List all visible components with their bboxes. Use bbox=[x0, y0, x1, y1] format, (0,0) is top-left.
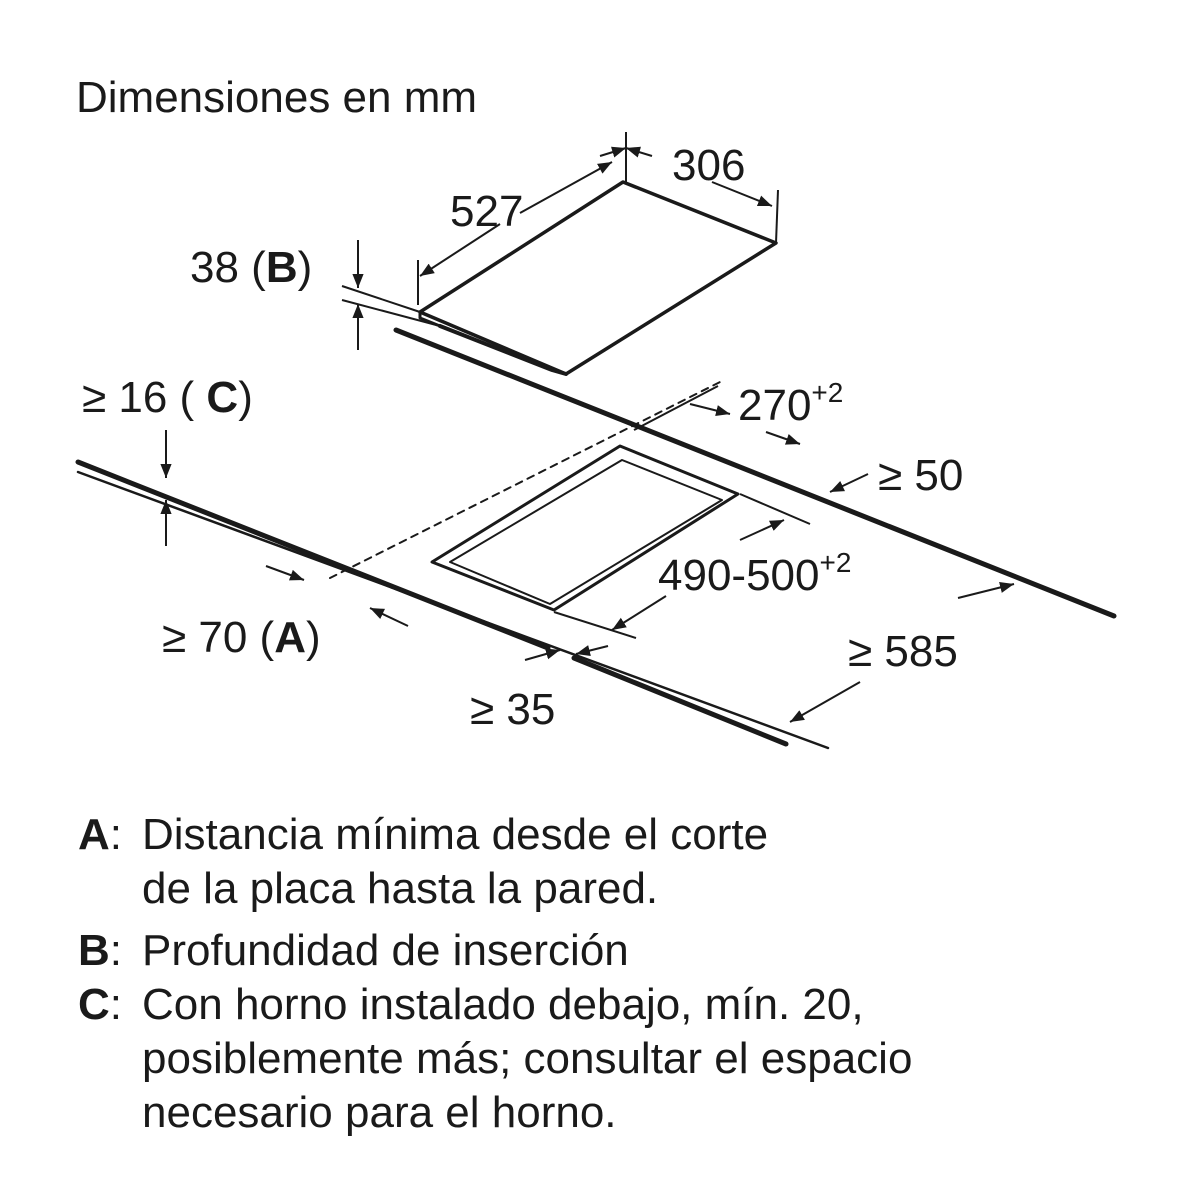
legend-key-c: C: bbox=[78, 980, 123, 1029]
legend-line: posiblemente más; consultar el espacio bbox=[142, 1034, 913, 1083]
worktop-thickness-key: C bbox=[206, 373, 239, 422]
side-distance-close: ) bbox=[305, 613, 321, 662]
cutout-depth-value: 490-500 bbox=[658, 551, 820, 600]
cutout-depth-label bbox=[658, 547, 851, 600]
legend-line: necesario para el horno. bbox=[142, 1088, 617, 1137]
hob-height-close: ) bbox=[297, 243, 313, 292]
cutout-width-value: 270 bbox=[738, 381, 812, 430]
cutout-depth-tolerance: +2 bbox=[819, 547, 852, 578]
hob-depth-label: 527 bbox=[450, 187, 524, 236]
back-distance-label: ≥ 50 bbox=[878, 451, 964, 500]
worktop-depth-label: ≥ 585 bbox=[848, 627, 958, 676]
hob-height-value: 38 ( bbox=[190, 243, 266, 292]
legend-line: Con horno instalado debajo, mín. 20, bbox=[142, 980, 864, 1029]
hob-height-key: B bbox=[265, 243, 298, 292]
legend-item-b bbox=[78, 924, 1178, 978]
legend-item-c bbox=[78, 978, 1178, 1140]
legend-item-a bbox=[78, 808, 1178, 916]
side-distance-value: ≥ 70 ( bbox=[162, 613, 275, 662]
hob-height-label bbox=[190, 243, 312, 292]
legend-line: Distancia mínima desde el corte bbox=[142, 810, 769, 859]
cutout-width-label bbox=[738, 377, 843, 430]
diagram-title: Dimensiones en mm bbox=[76, 73, 478, 122]
side-distance-key: A bbox=[274, 613, 306, 662]
legend-key-b: B: bbox=[78, 926, 123, 975]
worktop-thickness-value: ≥ 16 ( bbox=[82, 373, 207, 422]
legend-line: Profundidad de inserción bbox=[142, 926, 629, 975]
front-distance-label: ≥ 35 bbox=[470, 685, 556, 734]
hob-width-label: 306 bbox=[672, 141, 746, 190]
legend-line: de la placa hasta la pared. bbox=[142, 864, 659, 913]
worktop-thickness-label bbox=[82, 373, 253, 422]
cutout-width-tolerance: +2 bbox=[811, 377, 844, 408]
legend-key-a: A: bbox=[78, 810, 123, 859]
legend bbox=[78, 808, 1178, 1140]
worktop-thickness-close: ) bbox=[238, 373, 253, 422]
side-distance-label bbox=[162, 613, 321, 662]
